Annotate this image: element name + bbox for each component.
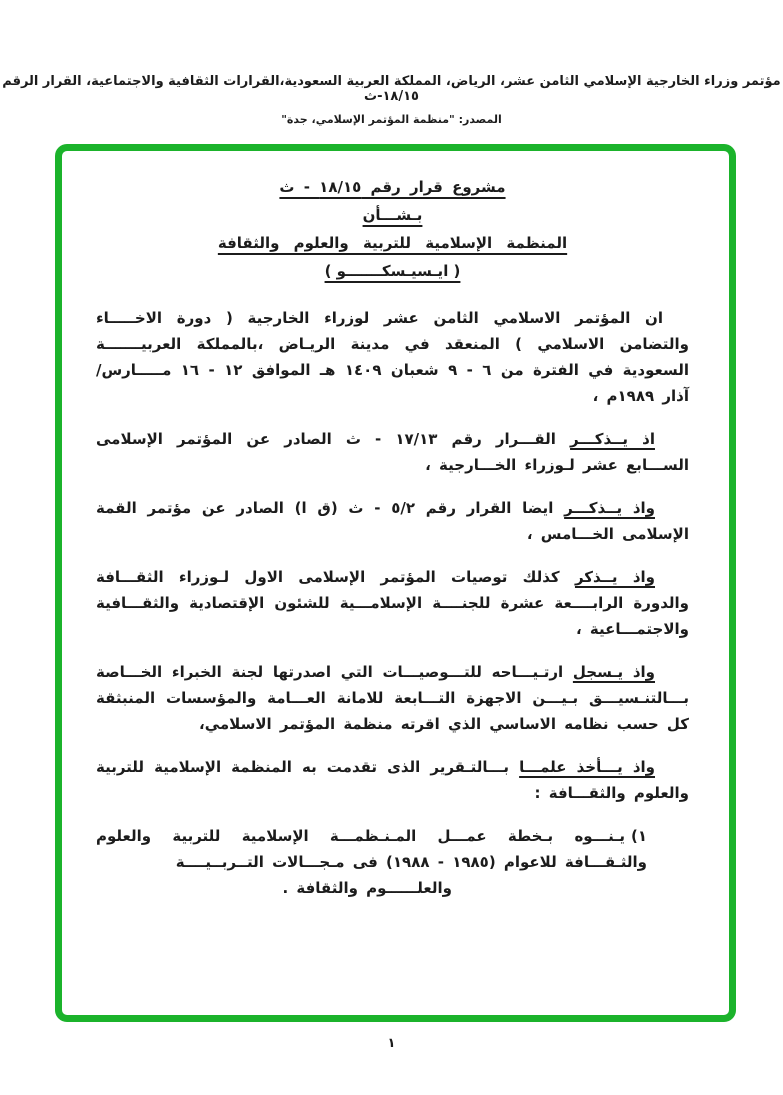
item-text: يـنـــوه بـخطة عمـــل المـنـظمـــة الإسلامية للتربية والعلوم والثـقـــافة للاعوام (١٩٨٥ - ١٩٨٨) فى مـجـــالات التــربــيــــة [96, 827, 647, 871]
item-tail-line: والعلــــــوم والثقافة . [282, 879, 452, 897]
clause-paragraph-4 [96, 659, 689, 737]
intro-paragraph: ان المؤتمر الاسلامي الثامن عشر لوزراء الخارجية ( دورة الاخـــــاء والتضامن الاسلامي ) المنعقد في مدينة الريـاض ،بالمملكة العربيـــــــة السعودية في الفترة من ٦ - ٩ شعبان ١٤٠٩ هـ الموافق ١٢ - ١٦ مـــــارس/ آذار ١٩٨٩م ، [96, 309, 690, 405]
document-body [62, 151, 729, 1008]
title-resolution-number: مشروع قرار رقم ١٨/١٥ - ث [279, 178, 506, 196]
clause-paragraph-5 [96, 754, 689, 806]
clause-text: كذلك توصيات المؤتمر الإسلامى الاول لـوزراء الثقـــافة والدورة الرابــــعة عشرة للجنــــة الإسلامـــية للشئون الإقتصادية والثقـــافية والاجتمـــاعية ، [96, 568, 689, 638]
document-header [0, 74, 783, 126]
title-regarding: بـشـــأن [362, 206, 423, 224]
clause-paragraph-2 [96, 495, 689, 547]
clause-text: القـــرار رقم ١٧/١٣ - ث الصادر عن المؤتمر الإسلامى الســـابع عشر لـوزراء الخـــارجية ، [96, 430, 689, 474]
clause-text: ارتـيـــاحه للتـــوصيـــات التي اصدرتها لجنة الخبراء الخـــاصة بـــالتنـسيـــق بـيـــن الاجهزة التـــابعة للامانة العـــامة والمؤسسات المنبثقة كل حسب نظامه الاساسي الذي اقرته منظمة المؤتمر الاسلامي، [96, 663, 689, 733]
clause-lead: اذ يــذكـــر [570, 430, 655, 448]
item-number: ١) [630, 827, 647, 845]
clause-lead: واذ يـــأخذ علمـــا [519, 758, 655, 776]
clause-lead: واذ يـسجل [572, 663, 655, 681]
clause-lead: واذ يــذكر [574, 568, 655, 586]
resolution-item-1 [96, 823, 647, 901]
clause-text: ايضا القرار رقم ٥/٢ - ث (ق ا) الصادر عن مؤتمر القمة الإسلامى الخـــامس ، [96, 499, 689, 543]
title-block [96, 173, 689, 285]
header-citation: مؤتمر وزراء الخارجية الإسلامي الثامن عشر، الرياض، المملكة العربية السعودية،القرارات الثقافية والاجتماعية، القرار الرقم ١٨/١٥-ث [2, 74, 781, 104]
clause-paragraph-1 [96, 426, 689, 478]
title-isesco: ( ايـسيـسكـــــــو ) [324, 262, 461, 280]
clause-lead: واذ يــذكـــر [564, 499, 655, 517]
header-source-line: المصدر: "منظمة المؤتمر الإسلامي، جدة" [281, 113, 502, 126]
page-number: ١ [387, 1036, 396, 1051]
clause-paragraph-3 [96, 564, 689, 642]
title-organization-name: المنظمة الإسلامية للتربية والعلوم والثقافة [217, 234, 568, 252]
clause-text: بـــالتـقرير الذى تقدمت به المنظمة الإسلامية للتربية والعلوم والثقـــافة : [96, 758, 689, 802]
